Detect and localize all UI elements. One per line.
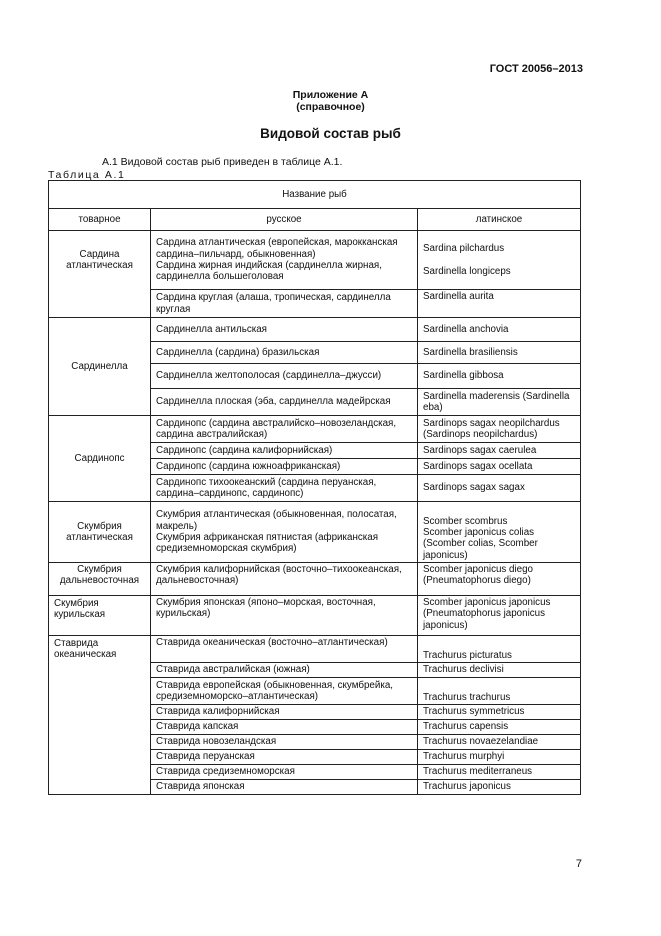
latin-name-cell: Sardinops sagax neopilchardus (Sardinops neopilchardus) <box>418 416 581 443</box>
table-row <box>49 563 581 596</box>
russian-name-cell: Скумбрия калифорнийская (восточно–тихоокеанская, дальневосточная) <box>151 563 418 596</box>
latin-name-cell: Sardinops sagax ocellata <box>418 459 581 475</box>
trade-name: Ставрида океаническая <box>54 638 117 661</box>
appendix-heading <box>0 89 661 113</box>
latin-name-cell: Trachurus capensis <box>418 720 581 735</box>
latin-name: Sardina pilchardus <box>423 243 505 255</box>
latin-name-cell: Sardinops sagax sagax <box>418 475 581 502</box>
russian-name: Сардина атлантическая (европейская, марокканская сардина–пильчард, обыкновенная) <box>156 237 398 260</box>
latin-name: Scomber japonicus colias (Scomber colias, Scomber japonicus) <box>423 527 538 561</box>
latin-name-cell: Trachurus novaezelandiae <box>418 735 581 750</box>
standard-number: ГОСТ 20056–2013 <box>489 63 583 75</box>
latin-name-cell: Trachurus mediterraneus <box>418 765 581 780</box>
table-row <box>49 416 581 443</box>
russian-name-cell: Сардинелла плоская (эба, сардинелла мадейрская <box>151 389 418 416</box>
column-header-trade: товарное <box>49 209 151 231</box>
russian-name-cell: Ставрида капская <box>151 720 418 735</box>
latin-name-cell: Sardinella maderensis (Sardinella eba) <box>418 389 581 416</box>
russian-name-cell: Ставрида австралийская (южная) <box>151 663 418 678</box>
fish-species-table <box>48 180 581 795</box>
trade-name-cell: Сардинопс <box>49 416 151 502</box>
table-row <box>49 502 581 563</box>
intro-text: А.1 Видовой состав рыб приведен в таблице А.1. <box>102 156 343 168</box>
russian-name-cell: Ставрида новозеландская <box>151 735 418 750</box>
trade-name-cell: Скумбрия дальневосточная <box>49 563 151 596</box>
russian-name-cell <box>151 231 418 290</box>
russian-name-cell: Ставрида океаническая (восточно–атлантическая) <box>151 636 418 663</box>
column-header-latin: латинское <box>418 209 581 231</box>
latin-name-cell: Trachurus symmetricus <box>418 705 581 720</box>
russian-name-cell: Сардинопс тихоокеанский (сардина перуанская, сардина–сардинопс, сардинопс) <box>151 475 418 502</box>
russian-name-cell: Сардина круглая (алаша, тропическая, сардинелла круглая <box>151 290 418 318</box>
russian-name: Скумбрия атлантическая (обыкновенная, полосатая, макрель) <box>156 509 397 532</box>
table-row <box>49 231 581 290</box>
latin-name: Scomber scombrus <box>423 515 508 527</box>
latin-name-cell: Scomber japonicus diego (Pneumatophorus diego) <box>418 563 581 596</box>
table-row <box>49 318 581 342</box>
table-row <box>49 596 581 636</box>
latin-name-cell: Trachurus declivisi <box>418 663 581 678</box>
appendix-title: Приложение А <box>292 89 369 101</box>
latin-name: Sardinella longiceps <box>423 265 511 277</box>
russian-name-cell <box>151 502 418 563</box>
russian-name-cell: Скумбрия японская (японо–морская, восточная, курильская) <box>151 596 418 636</box>
trade-name-cell <box>49 636 151 795</box>
latin-name-cell: Trachurus murphyi <box>418 750 581 765</box>
latin-name-cell: Trachurus japonicus <box>418 780 581 795</box>
trade-name: Скумбрия курильская <box>54 598 106 621</box>
trade-name-cell <box>49 596 151 636</box>
latin-name-cell: Sardinops sagax caerulea <box>418 443 581 459</box>
latin-name-cell <box>418 231 581 290</box>
russian-name-cell: Ставрида перуанская <box>151 750 418 765</box>
latin-name-cell: Sardinella aurita <box>418 290 581 318</box>
russian-name-cell: Сардинопс (сардина южноафриканская) <box>151 459 418 475</box>
page-number: 7 <box>575 858 582 870</box>
russian-name-cell: Сардинопс (сардина австралийско–новозеландская, сардина австралийская) <box>151 416 418 443</box>
column-header-russian: русское <box>151 209 418 231</box>
appendix-status: (справочное) <box>296 101 365 113</box>
russian-name-cell: Сардинелла (сардина) бразильская <box>151 342 418 364</box>
russian-name-cell: Ставрида европейская (обыкновенная, скумбрейка, средиземноморско–атлантическая) <box>151 678 418 705</box>
russian-name-cell: Сардинелла антильская <box>151 318 418 342</box>
latin-name-cell <box>418 502 581 563</box>
table-row <box>49 636 581 663</box>
table-label: Таблица А.1 <box>48 169 126 181</box>
trade-name-cell: Скумбрия атлантическая <box>49 502 151 563</box>
russian-name-cell: Ставрида средиземноморская <box>151 765 418 780</box>
russian-name: Сардина жирная индийская (сардинелла жирная, сардинелла большеголовая <box>156 260 382 283</box>
latin-name-cell: Trachurus picturatus <box>418 636 581 663</box>
page-title: Видовой состав рыб <box>260 126 401 141</box>
russian-name: Скумбрия африканская пятнистая (африканская средиземноморская скумбрия) <box>156 532 379 555</box>
russian-name-cell: Сардинопс (сардина калифорнийская) <box>151 443 418 459</box>
latin-name-cell: Sardinella gibbosa <box>418 364 581 389</box>
trade-name-cell: Сардинелла <box>49 318 151 416</box>
latin-name-cell: Scomber japonicus japonicus (Pneumatophorus japonicus japonicus) <box>418 596 581 636</box>
trade-name-cell: Сардина атлантическая <box>49 231 151 318</box>
russian-name-cell: Ставрида калифорнийская <box>151 705 418 720</box>
latin-name-cell: Trachurus trachurus <box>418 678 581 705</box>
russian-name-cell: Сардинелла желтополосая (сардинелла–джусси) <box>151 364 418 389</box>
russian-name-cell: Ставрида японская <box>151 780 418 795</box>
latin-name-cell: Sardinella anchovia <box>418 318 581 342</box>
latin-name-cell: Sardinella brasiliensis <box>418 342 581 364</box>
table-title: Название рыб <box>49 181 581 209</box>
